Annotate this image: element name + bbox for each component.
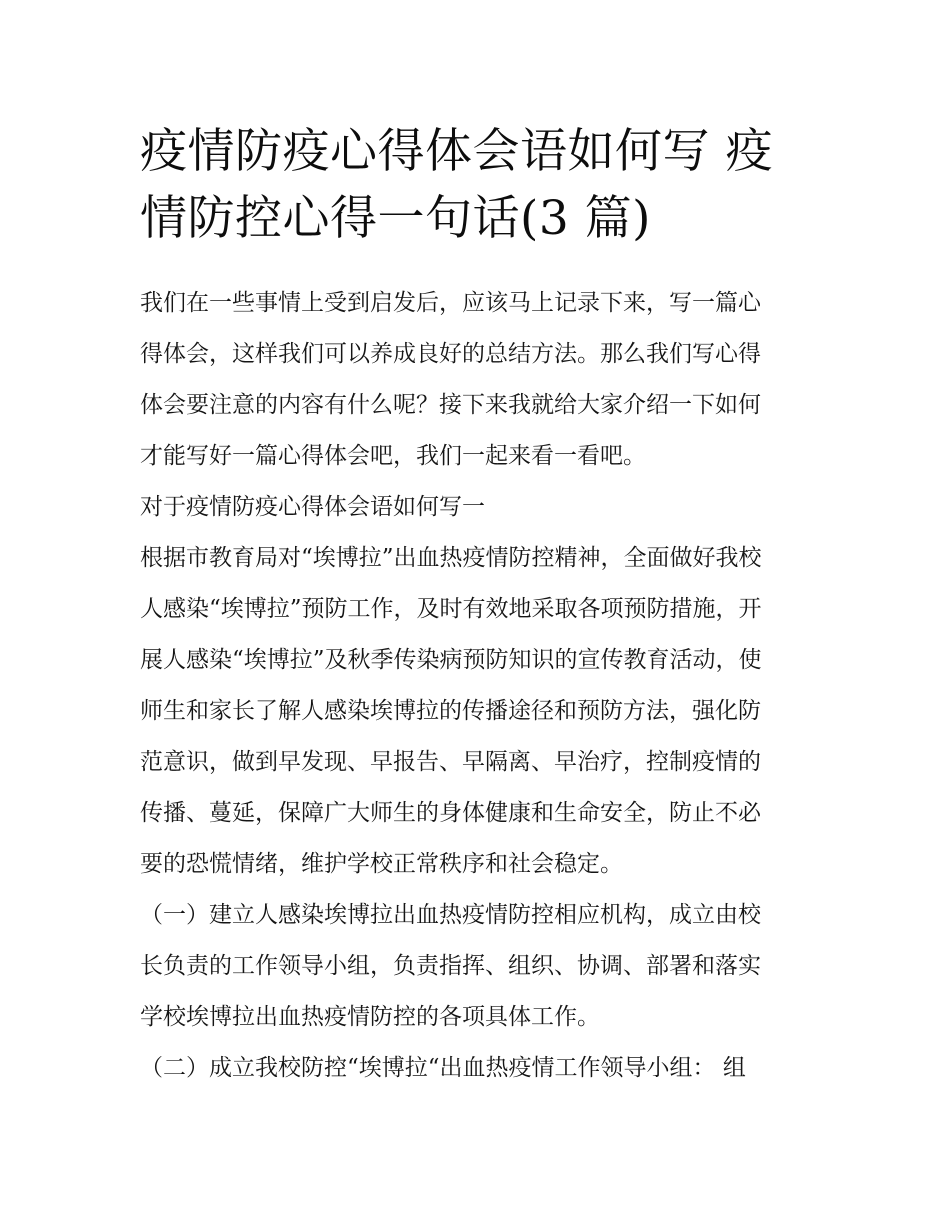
text-line: 范意识，做到早发现、早报告、早隔离、早治疗，控制疫情的 [140,749,761,775]
document-title [140,118,820,252]
paragraph-3 [140,1043,820,1094]
text-line: 要的恐慌情绪，维护学校正常秩序和社会稳定。 [140,851,623,877]
paragraph-1 [140,533,820,890]
text-line: 才能写好一篇心得体会吧，我们一起来看一看吧。 [140,443,646,469]
intro-paragraph [140,278,820,482]
document-body [140,278,820,1094]
paragraph-2 [140,890,820,1043]
text-line: 传播、蔓延，保障广大师生的身体健康和生命安全，防止不必 [140,800,761,826]
text-line: （二）成立我校防控“埃博拉“出血热疫情工作领导小组： 组 [140,1055,746,1081]
text-line: 人感染“埃博拉”预防工作，及时有效地采取各项预防措施，开 [140,596,762,622]
title-line: 疫情防疫心得体会语如何写 疫 [140,124,773,179]
text-line: 根据市教育局对“埃博拉”出血热疫情防控精神，全面做好我校 [140,545,762,571]
section-heading: 对于疫情防疫心得体会语如何写一 [140,494,485,520]
text-line: 得体会，这样我们可以养成良好的总结方法。那么我们写心得 [140,341,761,367]
text-line: （一）建立人感染埃博拉出血热疫情防控相应机构，成立由校 [140,902,761,928]
text-line: 体会要注意的内容有什么呢？接下来我就给大家介绍一下如何 [140,392,761,418]
text-line: 展人感染“埃博拉”及秋季传染病预防知识的宣传教育活动，使 [140,647,762,673]
text-line: 师生和家长了解人感染埃博拉的传播途径和预防方法，强化防 [140,698,761,724]
text-line: 我们在一些事情上受到启发后，应该马上记录下来，写一篇心 [140,290,761,316]
text-line: 长负责的工作领导小组，负责指挥、组织、协调、部署和落实 [140,953,761,979]
text-line: 学校埃博拉出血热疫情防控的各项具体工作。 [140,1004,600,1030]
title-line: 情防控心得一句话(3 篇) [140,191,652,246]
